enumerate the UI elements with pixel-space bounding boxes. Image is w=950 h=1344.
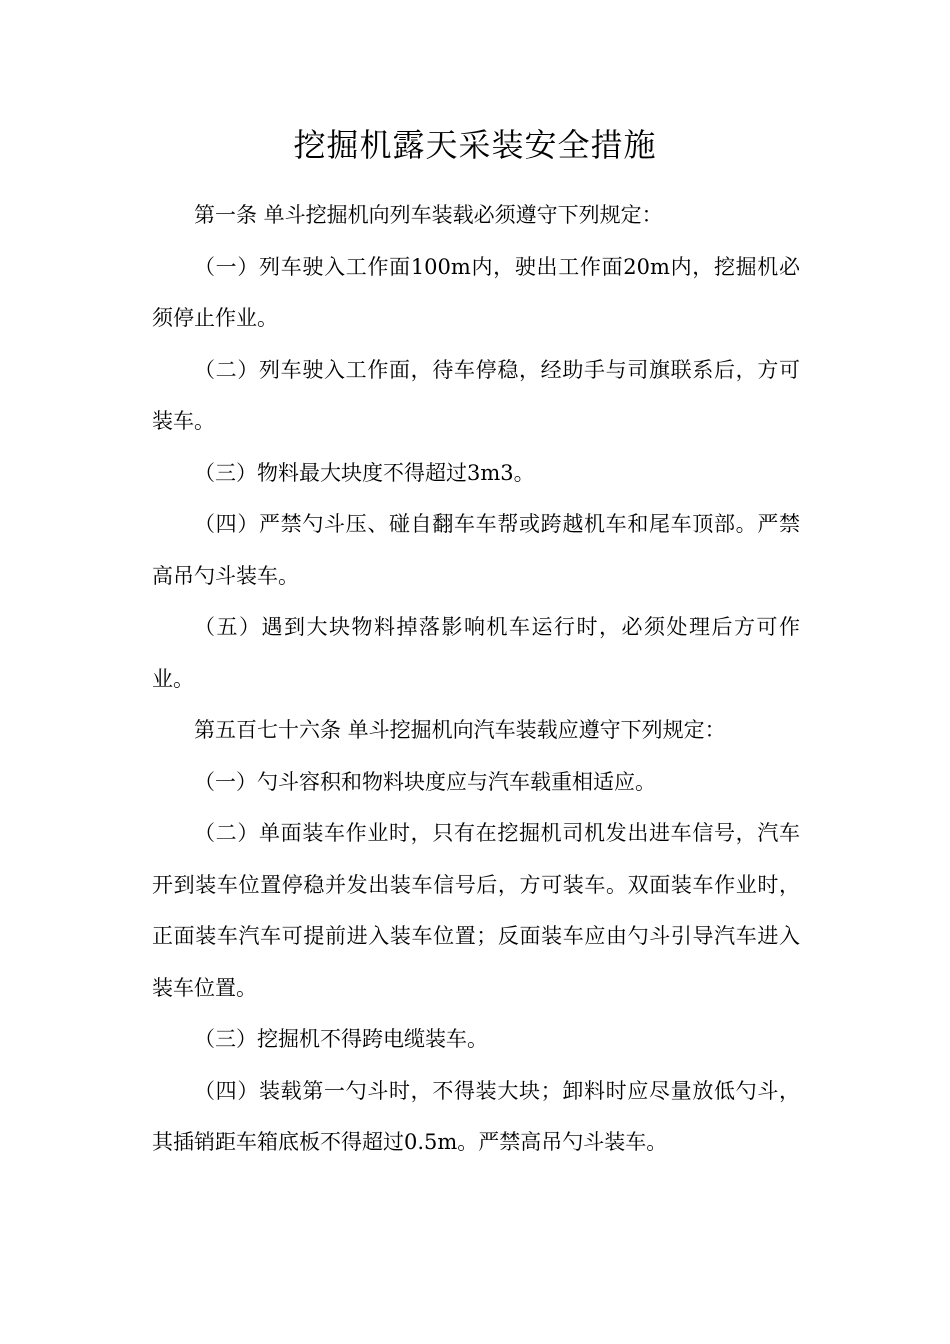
paragraph-article-1: 第一条 单斗挖掘机向列车装载必须遵守下列规定：: [194, 203, 663, 227]
paragraph-item-2: （二）列车驶入工作面，待车停稳，经助手与司旗联系后，方可装车。: [152, 357, 800, 433]
paragraph-item-1: （一）列车驶入工作面100m内，驶出工作面20m内，挖掘机必须停止作业。: [152, 254, 800, 330]
paragraph-item-5: （五）遇到大块物料掉落影响机车运行时，必须处理后方可作业。: [152, 615, 800, 691]
paragraph-item-4: （四）严禁勺斗压、碰自翻车车帮或跨越机车和尾车顶部。严禁高吊勺斗装车。: [152, 512, 800, 588]
paragraph-item-1b: （一）勺斗容积和物料块度应与汽车载重相适应。: [194, 769, 656, 794]
paragraph-item-3b: （三）挖掘机不得跨电缆装车。: [194, 1027, 488, 1051]
paragraph-article-576: 第五百七十六条 单斗挖掘机向汽车装载应遵守下列规定：: [194, 718, 726, 742]
document-body: [152, 190, 800, 1169]
document-title: 挖掘机露天采装安全措施: [293, 126, 657, 164]
paragraph-item-4b: （四）装载第一勺斗时，不得装大块；卸料时应尽量放低勺斗，其插销距车箱底板不得超过0.5m。严禁高吊勺斗装车。: [152, 1078, 800, 1154]
paragraph-item-2b: （二）单面装车作业时，只有在挖掘机司机发出进车信号，汽车开到装车位置停稳并发出装车信号后，方可装车。双面装车作业时，正面装车汽车可提前进入装车位置；反面装车应由勺斗引导汽车进入装车位置。: [152, 821, 800, 1000]
paragraph-item-3: （三）物料最大块度不得超过3m3。: [194, 460, 535, 485]
